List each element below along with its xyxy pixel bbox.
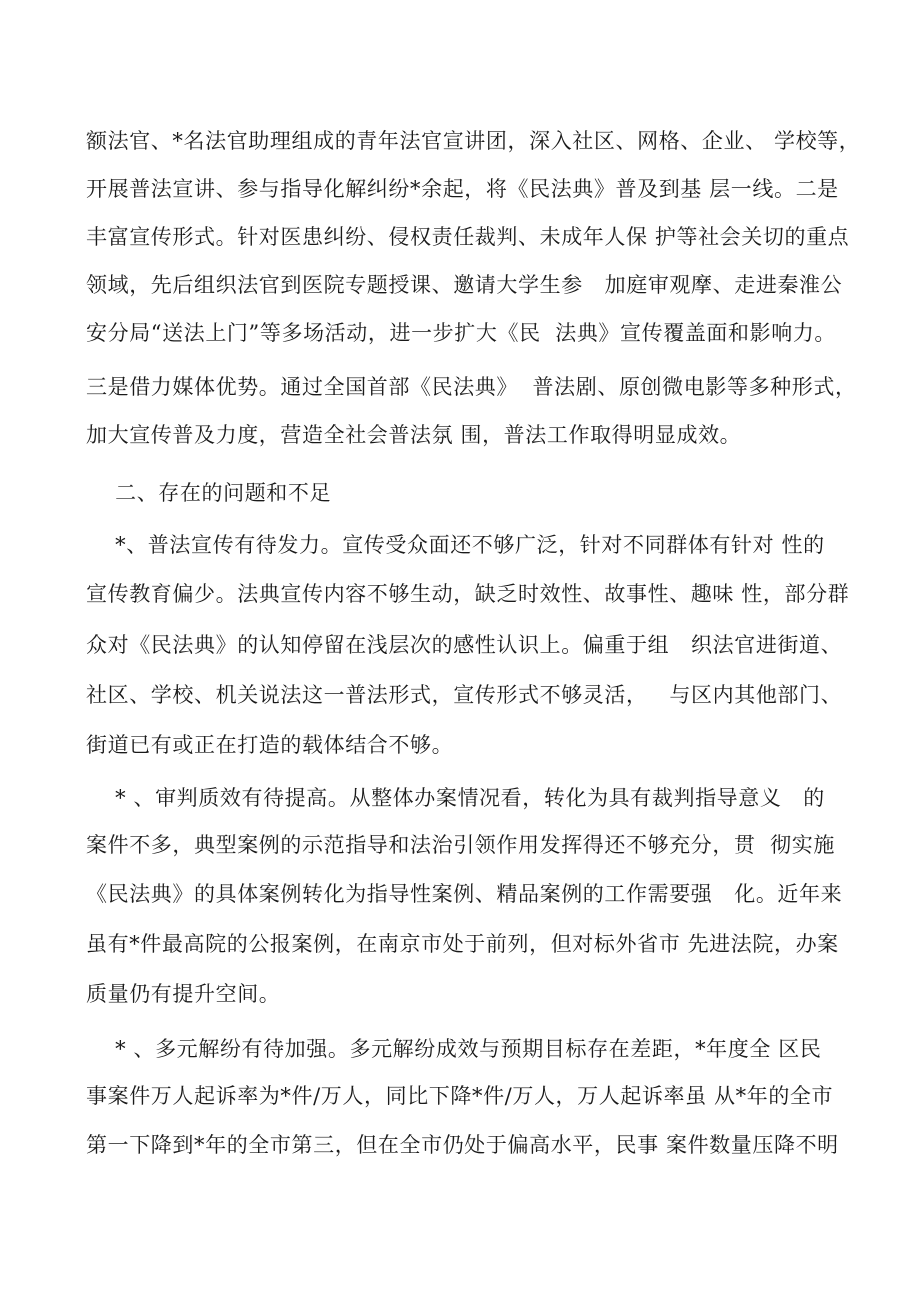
text-line: 质量仍有提升空间。 — [86, 982, 281, 1006]
text-line: 安分局“送法上门”等多场活动，进一步扩大《民 法典》宣传覆盖面和影响力。 — [86, 321, 837, 345]
text-line: 社区、学校、机关说法这一普法形式，宣传形式不够灵活， 与区内其他部门、 — [86, 683, 843, 707]
text-line: 宣传教育偏少。法典宣传内容不够生动，缺乏时效性、故事性、趣味 性，部分群 — [86, 582, 850, 606]
text-line: 《民法典》的具体案例转化为指导性案例、精品案例的工作需要强 化。近年来 — [86, 882, 843, 906]
text-line: 开展普法宣讲、参与指导化解纠纷*余起，将《民法典》普及到基 层一线。二是 — [86, 177, 839, 201]
text-line: * 、审判质效有待提高。从整体办案情况看，转化为具有裁判指导意义 的 — [86, 786, 825, 810]
text-line: 案件不多，典型案例的示范指导和法治引领作用发挥得还不够充分，贯 彻实施 — [86, 833, 835, 857]
text-line: * 、多元解纷有待加强。多元解纷成效与预期目标存在差距，*年度全 区民 — [86, 1037, 822, 1061]
text-line: 街道已有或正在打造的载体结合不够。 — [86, 733, 454, 757]
text-line: 事案件万人起诉率为*件/万人，同比下降*件/万人，万人起诉率虽 从*年的全市 — [86, 1084, 834, 1108]
text-line: 额法官、*名法官助理组成的青年法官宣讲团，深入社区、网格、企业、 学校等， — [86, 129, 861, 153]
text-line: 第一下降到*年的全市第三，但在全市仍处于偏高水平，民事 案件数量压降不明 — [86, 1133, 839, 1157]
text-line: 加大宣传普及力度，营造全社会普法氛 围，普法工作取得明显成效。 — [86, 423, 742, 447]
text-line: 虽有*件最高院的公报案例，在南京市处于前列，但对标外省市 先进法院，办案 — [86, 932, 839, 956]
text-line: 领域，先后组织法官到医院专题授课、邀请大学生参 加庭审观摩、走进秦淮公 — [86, 273, 843, 297]
section-heading: 二、存在的问题和不足 — [86, 481, 332, 505]
text-line: 三是借力媒体优势。通过全国首部《民法典》 普法剧、原创微电影等多种形式， — [86, 375, 857, 399]
text-line: *、普法宣传有待发力。宣传受众面还不够广泛，针对不同群体有针对 性的 — [86, 533, 825, 557]
text-line: 众对《民法典》的认知停留在浅层次的感性认识上。偏重于组 织法官进街道、 — [86, 633, 843, 657]
text-line: 丰富宣传形式。针对医患纠纷、侵权责任裁判、未成年人保 护等社会关切的重点 — [86, 225, 850, 249]
